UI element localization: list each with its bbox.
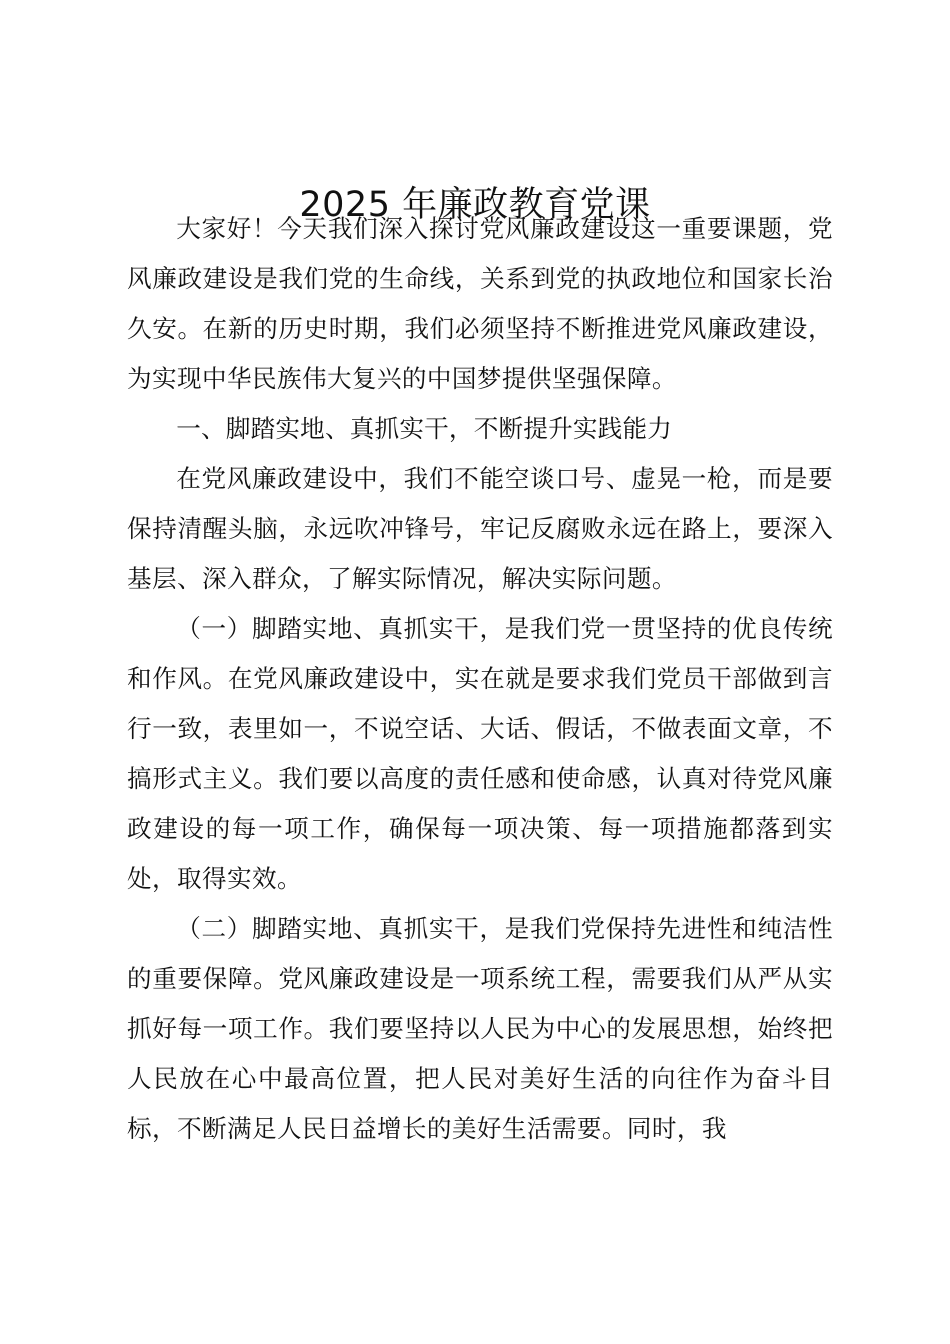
paragraph-intro: 大家好！今天我们深入探讨党风廉政建设这一重要课题，党风廉政建设是我们党的生命线，关系到党的执政地位和国家长治久安。在新的历史时期，我们必须坚持不断推进党风廉政建设，为实现中华民族伟大复兴的中国梦提供坚强保障。 [127,214,833,393]
section-heading-1: 一、脚踏实地、真抓实干，不断提升实践能力 [176,414,673,443]
document-title: 2025 年廉政教育党课 [299,185,651,225]
document-body [127,204,833,1154]
paragraph-section-1: 在党风廉政建设中，我们不能空谈口号、虚晃一枪，而是要保持清醒头脑，永远吹冲锋号，牢记反腐败永远在路上，要深入基层、深入群众，了解实际情况，解决实际问题。 [127,464,833,593]
paragraph-subsection-2: （二）脚踏实地、真抓实干，是我们党保持先进性和纯洁性的重要保障。党风廉政建设是一项系统工程，需要我们从严从实抓好每一项工作。我们要坚持以人民为中心的发展思想，始终把人民放在心中最高位置，把人民对美好生活的向往作为奋斗目标，不断满足人民日益增长的美好生活需要。同时，我 [127,914,833,1143]
paragraph-subsection-1: （一）脚踏实地、真抓实干，是我们党一贯坚持的优良传统和作风。在党风廉政建设中，实在就是要求我们党员干部做到言行一致，表里如一，不说空话、大话、假话，不做表面文章，不搞形式主义。我们要以高度的责任感和使命感，认真对待党风廉政建设的每一项工作，确保每一项决策、每一项措施都落到实处，取得实效。 [127,614,833,893]
